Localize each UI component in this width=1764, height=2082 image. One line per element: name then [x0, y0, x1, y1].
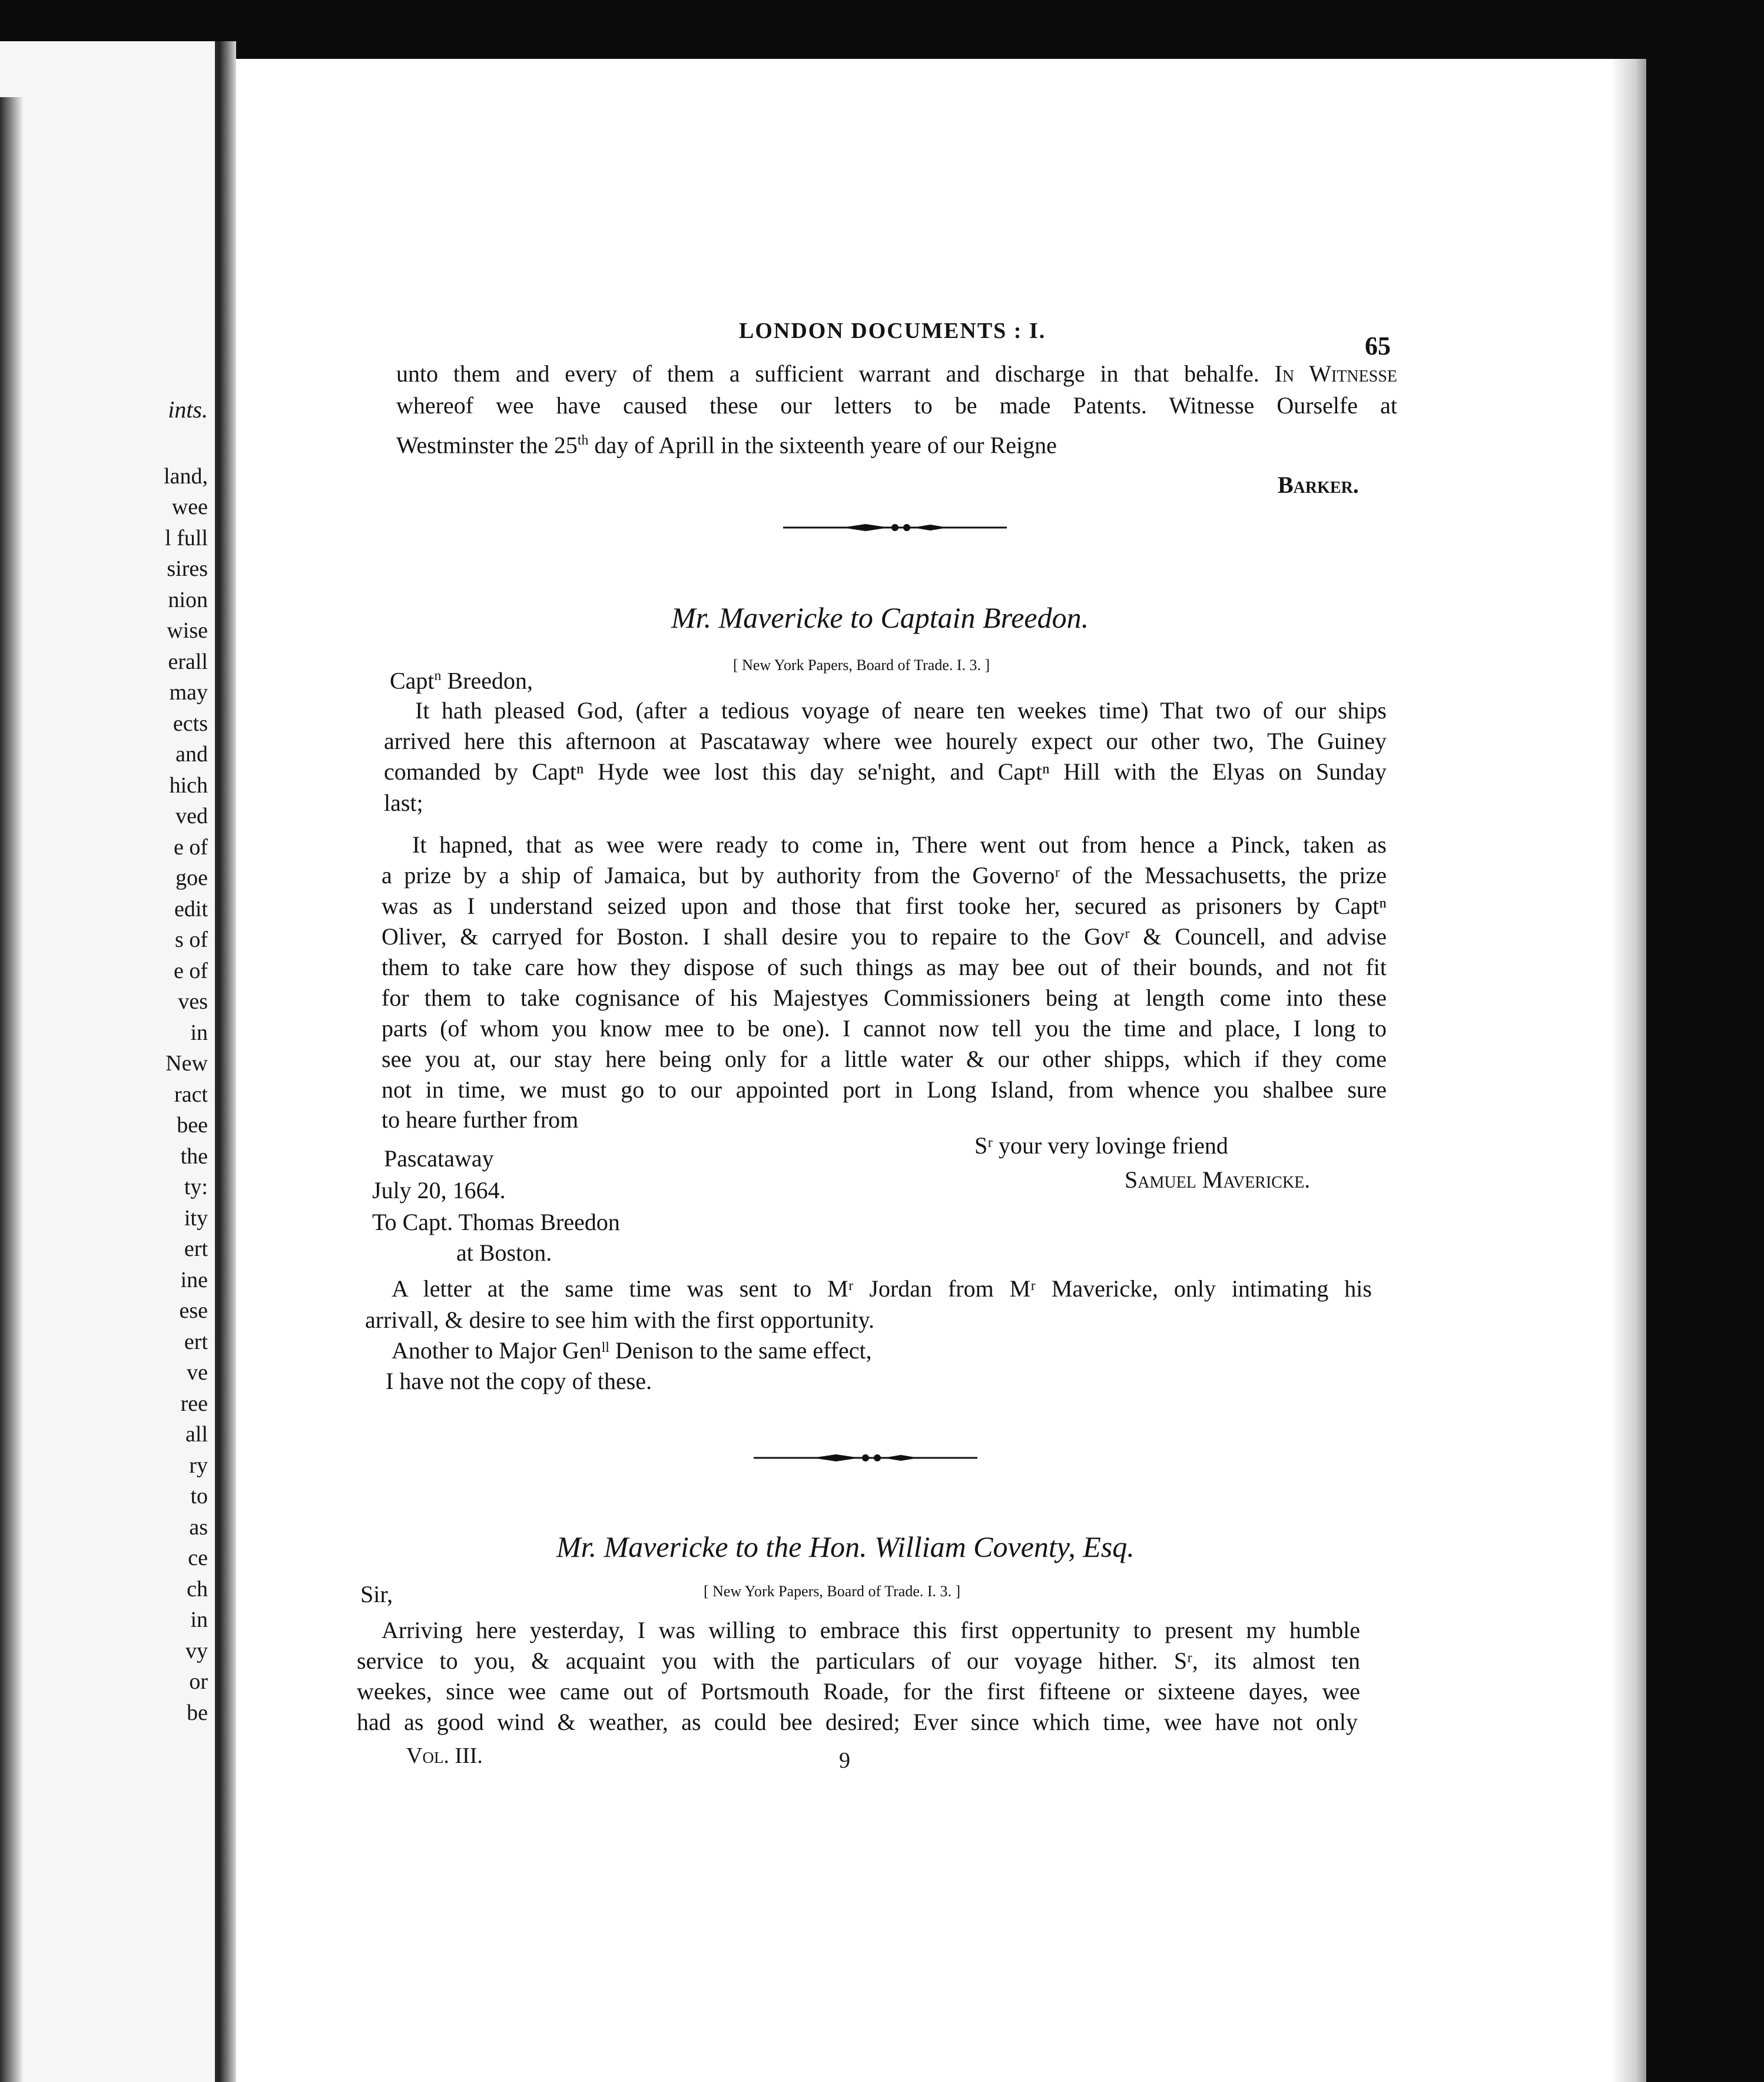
- paragraph-line: last;: [384, 790, 423, 816]
- facing-page-fragment: ects: [173, 711, 208, 736]
- ornamental-rule: [783, 520, 1007, 535]
- paragraph-line: a prize by a ship of Jamaica, but by authority from the Governoʳ of the Messachusetts, the prize: [382, 862, 1387, 889]
- facing-page-fragment: to: [190, 1484, 208, 1509]
- facing-page-lines: [164, 461, 208, 1729]
- facing-page-fragment: New: [165, 1051, 208, 1076]
- facing-page-fragment: nion: [168, 587, 208, 612]
- facing-page-fragment: as: [189, 1514, 208, 1540]
- facing-page-left: [0, 41, 218, 2082]
- facing-page-fragment: ese: [179, 1298, 208, 1323]
- paragraph-line: was as I understand seized upon and those that first tooke her, secured as prisoners by Captⁿ: [382, 893, 1387, 919]
- facing-page-fragment: e of: [173, 958, 208, 983]
- paragraph-line: see you at, our stay here being only for a little water & our other shipps, which if they come: [382, 1046, 1387, 1072]
- facing-page-fragment: ry: [189, 1453, 208, 1478]
- facing-page-fragment: bee: [177, 1113, 208, 1138]
- facing-page-fragment: wee: [171, 495, 208, 519]
- letter-address: To Capt. Thomas Breedon: [372, 1209, 620, 1235]
- paragraph-line: Arriving here yesterday, I was willing to embrace this first oppertunity to present my humble: [382, 1617, 1360, 1643]
- facing-page-fragment: or: [189, 1669, 208, 1694]
- patent-close-line: whereof wee have caused these our letters to be made Patents. Witnesse Ourselfe at: [396, 392, 1397, 419]
- note-line: Another to Major Genˡˡ Denison to the same effect,: [392, 1337, 872, 1364]
- patent-signature: Barker.: [1278, 472, 1359, 498]
- paragraph-line: Oliver, & carryed for Boston. I shall desire you to repaire to the Govʳ & Councell, and advise: [382, 923, 1387, 950]
- running-head: LONDON DOCUMENTS : I.: [739, 319, 1046, 343]
- patent-close-text: unto them and every of them a sufficient warrant and discharge in that behalfe.: [396, 360, 1275, 387]
- patent-close-line: [396, 425, 1057, 460]
- facing-page-fragment: goe: [175, 866, 208, 890]
- source-citation: [ New York Papers, Board of Trade. I. 3. ]: [704, 1583, 961, 1600]
- letter-title: Mr. Mavericke to the Hon. William Coventy, Esq.: [556, 1530, 1135, 1563]
- facing-page-fragment: be: [187, 1700, 208, 1725]
- note-line: I have not the copy of these.: [386, 1368, 652, 1394]
- paragraph-line: arrived here this afternoon at Pascataway where wee hourely expect our other two, The Guiney: [384, 728, 1387, 754]
- facing-page-fragment: and: [175, 742, 208, 767]
- patent-close-text: Westminster the 25: [396, 432, 578, 459]
- facing-page-fragment: ree: [180, 1391, 208, 1416]
- signature-mark: 9: [839, 1748, 850, 1773]
- page-number: 65: [1365, 331, 1391, 360]
- facing-page-shadow: [0, 97, 24, 2082]
- facing-page-fragment: ch: [187, 1576, 208, 1602]
- letter-closing: Sʳ your very lovinge friend: [974, 1132, 1228, 1159]
- facing-page-fragment: edit: [174, 896, 208, 921]
- facing-page-fragment: all: [185, 1422, 208, 1447]
- facing-page-fragment: s of: [175, 927, 208, 952]
- facing-page-fragment: ves: [178, 989, 208, 1014]
- letter-title: Mr. Mavericke to Captain Breedon.: [671, 601, 1089, 634]
- film-border-top: [0, 0, 1764, 59]
- facing-page-fragment: ity: [184, 1205, 208, 1231]
- note-line: A letter at the same time was sent to Mʳ Jordan from Mʳ Mavericke, only intimating his: [392, 1275, 1372, 1302]
- facing-page-fragment: may: [169, 680, 208, 705]
- superscript: th: [577, 433, 589, 448]
- facing-page-fragment: erall: [168, 649, 208, 674]
- facing-page-fragment: ert: [184, 1236, 208, 1261]
- facing-page-heading: ints.: [168, 396, 208, 423]
- salutation: [390, 661, 533, 696]
- letter-address: at Boston.: [456, 1239, 552, 1266]
- patent-close-text: day of Aprill in the sixteenth yeare of our Reigne: [588, 432, 1057, 459]
- book-gutter: [218, 41, 236, 2082]
- paragraph-line: for them to take cognisance of his Majestyes Commissioners being at length come into these: [382, 984, 1387, 1011]
- letter-date: July 20, 1664.: [372, 1177, 506, 1204]
- facing-page-fragment: land,: [164, 463, 208, 489]
- paragraph-line: to heare further from: [382, 1106, 579, 1133]
- paragraph-line: comanded by Captⁿ Hyde wee lost this day se'night, and Captⁿ Hill with the Elyas on Sunday: [384, 758, 1387, 785]
- note-line: arrivall, & desire to see him with the first opportunity.: [365, 1307, 874, 1333]
- paragraph-line: It hath pleased God, (after a tedious voyage of neare ten weekes time) That two of our ships: [415, 697, 1387, 724]
- page-edge-shadow: [1611, 59, 1646, 2082]
- paragraph-line: weekes, since wee came out of Portsmouth Roade, for the first fifteene or sixteene dayes, wee: [357, 1678, 1360, 1705]
- paragraph-line: service to you, & acquaint you with the particulars of our voyage hither. Sʳ, its almost ten: [357, 1647, 1360, 1674]
- facing-page-fragment: ine: [180, 1267, 208, 1292]
- facing-page-fragment: vy: [185, 1638, 208, 1663]
- paragraph-line: parts (of whom you know mee to be one). I cannot now tell you the time and place, I long to: [382, 1015, 1387, 1042]
- salutation-text: Capt: [390, 667, 435, 694]
- in-witnesse: In Witnesse: [1274, 360, 1397, 387]
- paragraph-line: not in time, we must go to our appointed port in Long Island, from whence you shalbee sure: [382, 1076, 1387, 1103]
- facing-page-fragment: ty:: [184, 1175, 208, 1199]
- facing-page-fragment: sires: [167, 556, 208, 581]
- facing-page-fragment: the: [180, 1143, 208, 1169]
- facing-page-fragment: ce: [188, 1546, 208, 1570]
- superscript: n: [434, 668, 442, 684]
- facing-page-fragment: ert: [184, 1329, 208, 1354]
- facing-page-fragment: e of: [173, 834, 208, 860]
- paragraph-line: them to take care how they dispose of such things as may bee out of their bounds, and not fit: [382, 954, 1387, 980]
- salutation-text: Breedon,: [441, 667, 533, 694]
- ornamental-rule: [754, 1450, 977, 1466]
- paragraph-line: had as good wind & weather, as could bee desired; Ever since which time, wee have not only: [357, 1709, 1358, 1735]
- salutation: Sir,: [360, 1581, 393, 1607]
- facing-page-fragment: ract: [174, 1082, 208, 1107]
- source-citation: [ New York Papers, Board of Trade. I. 3. ]: [733, 657, 990, 674]
- paragraph-line: It hapned, that as wee were ready to come in, There went out from hence a Pinck, taken as: [412, 831, 1387, 858]
- facing-page-fragment: in: [190, 1607, 208, 1632]
- facing-page-fragment: ved: [175, 804, 208, 828]
- patent-close-line: [396, 358, 1397, 390]
- facing-page-fragment: l full: [165, 525, 208, 551]
- facing-page-text: [164, 394, 208, 1728]
- facing-page-fragment: ve: [187, 1360, 208, 1385]
- facing-page-fragment: wise: [167, 618, 208, 643]
- facing-page-fragment: hich: [169, 773, 208, 798]
- letter-signature: Samuel Mavericke.: [1125, 1166, 1311, 1193]
- letter-place: Pascataway: [384, 1145, 494, 1172]
- volume-label: Vol. III.: [406, 1743, 483, 1768]
- film-border-right: [1646, 0, 1764, 2082]
- facing-page-fragment: in: [190, 1020, 208, 1045]
